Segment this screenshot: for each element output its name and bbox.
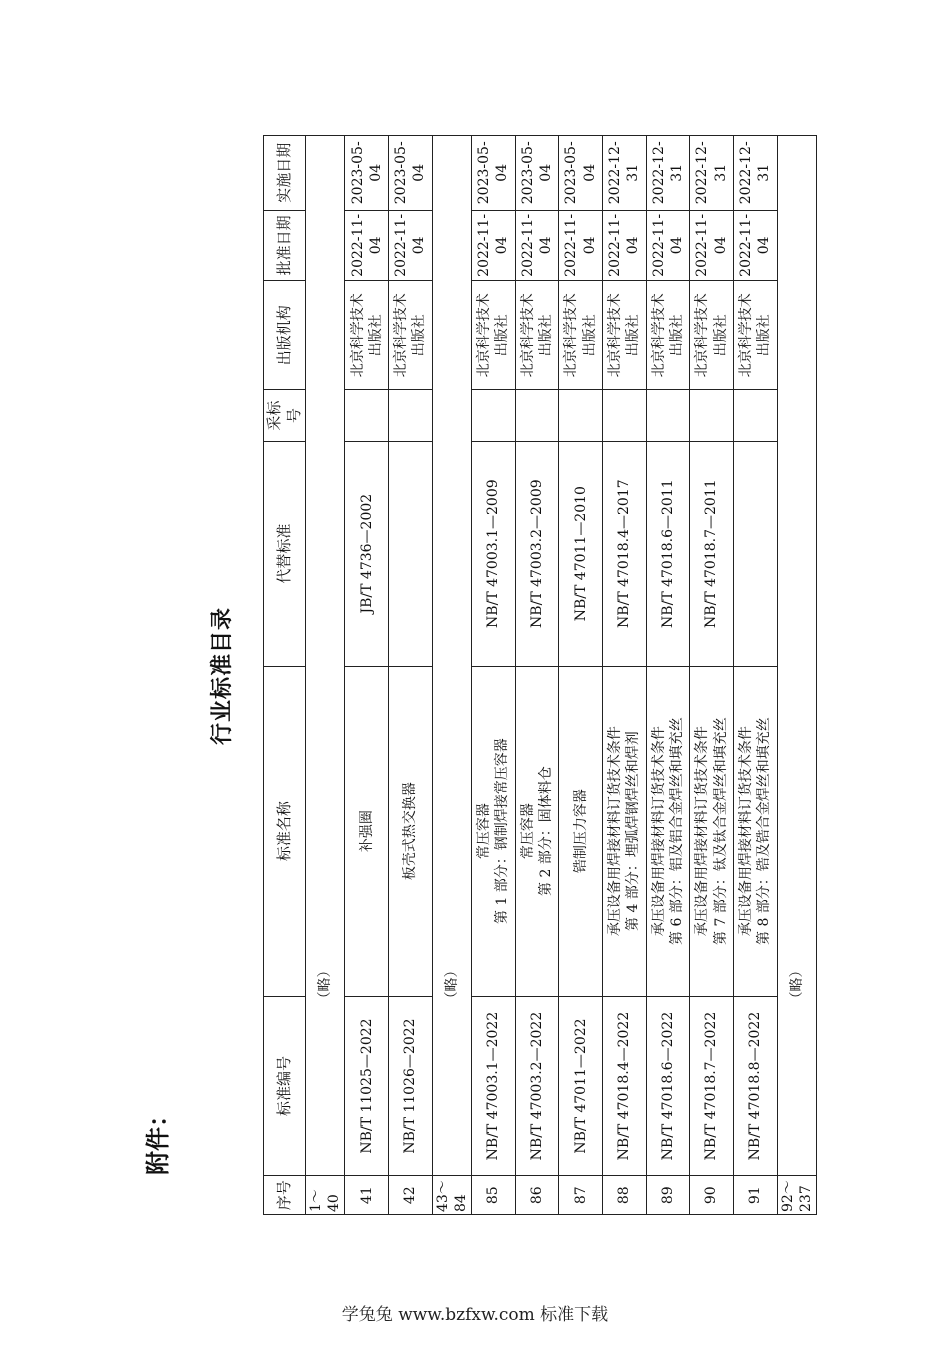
col-header-effective: 实施日期	[264, 136, 306, 211]
omitted-note: （略）	[777, 136, 816, 1176]
footer-watermark: 学兔兔 www.bzfxw.com 标准下载	[341, 1305, 609, 1325]
cell-code: NB/T 47011—2022	[559, 996, 603, 1176]
col-header-no: 序号	[264, 1176, 306, 1215]
cell-approved: 2022-11-04	[733, 210, 777, 281]
cell-code: NB/T 47018.7—2022	[690, 996, 734, 1176]
cell-publisher	[515, 281, 559, 390]
cell-replaces: NB/T 47018.6—2011	[646, 441, 690, 666]
cell-code: NB/T 47003.1—2022	[472, 996, 516, 1176]
cell-code: NB/T 11025—2022	[345, 996, 389, 1176]
publisher-line: 出版社	[581, 314, 598, 357]
cell-adopted	[602, 390, 646, 441]
cell-publisher	[602, 281, 646, 390]
cell-replaces: NB/T 47018.7—2011	[690, 441, 734, 666]
cell-name	[515, 666, 559, 996]
col-header-approved: 批准日期	[264, 210, 306, 281]
cell-replaces: NB/T 47018.4—2017	[602, 441, 646, 666]
cell-publisher	[559, 281, 603, 390]
name-line: 承压设备用焊接材料订货技术条件	[650, 726, 667, 937]
omitted-note: （略）	[432, 136, 471, 1176]
publisher-line: 北京科学技术	[563, 293, 580, 378]
table-row	[733, 136, 777, 1215]
table-row	[515, 136, 559, 1215]
publisher-line: 出版社	[668, 314, 685, 357]
table-row	[345, 136, 389, 1215]
omitted-row	[432, 136, 471, 1215]
omitted-row	[306, 136, 345, 1215]
omitted-range: 1～40	[306, 1176, 345, 1215]
publisher-line: 北京科学技术	[607, 293, 624, 378]
col-header-code: 标准编号	[264, 996, 306, 1176]
cell-no: 89	[646, 1176, 690, 1215]
cell-adopted	[733, 390, 777, 441]
cell-effective: 2022-12-31	[646, 136, 690, 211]
cell-code: NB/T 47018.4—2022	[602, 996, 646, 1176]
cell-code: NB/T 11026—2022	[389, 996, 433, 1176]
cell-replaces	[389, 441, 433, 666]
cell-no: 41	[345, 1176, 389, 1215]
col-header-name: 标准名称	[264, 666, 306, 996]
name-line: 常压容器	[476, 803, 493, 860]
cell-publisher	[646, 281, 690, 390]
publisher-line: 北京科学技术	[738, 293, 755, 378]
cell-adopted	[690, 390, 734, 441]
cell-publisher	[733, 281, 777, 390]
name-line: 第 7 部分：钛及钛合金焊丝和填充丝	[712, 717, 729, 945]
table-body	[306, 136, 817, 1215]
publisher-line: 北京科学技术	[650, 293, 667, 378]
name-line: 锆制压力容器	[572, 789, 589, 874]
cell-adopted	[472, 390, 516, 441]
table-row	[602, 136, 646, 1215]
name-line: 常压容器	[519, 803, 536, 860]
cell-adopted	[559, 390, 603, 441]
cell-no: 87	[559, 1176, 603, 1215]
publisher-line: 出版社	[494, 314, 511, 357]
cell-approved: 2022-11-04	[559, 210, 603, 281]
cell-no: 88	[602, 1176, 646, 1215]
cell-adopted	[515, 390, 559, 441]
col-header-replaces: 代替标准	[264, 441, 306, 666]
cell-effective: 2023-05-04	[345, 136, 389, 211]
cell-code: NB/T 47018.6—2022	[646, 996, 690, 1176]
cell-replaces: NB/T 47003.1—2009	[472, 441, 516, 666]
cell-adopted	[389, 390, 433, 441]
omitted-note: （略）	[306, 136, 345, 1176]
publisher-line: 北京科学技术	[476, 293, 493, 378]
omitted-range: 43～84	[432, 1176, 471, 1215]
standards-table	[263, 135, 817, 1215]
name-line: 第 2 部分：固体料仓	[537, 766, 554, 896]
cell-name	[646, 666, 690, 996]
cell-approved: 2022-11-04	[345, 210, 389, 281]
publisher-line: 北京科学技术	[349, 293, 366, 378]
cell-publisher	[345, 281, 389, 390]
publisher-line: 出版社	[537, 314, 554, 357]
cell-adopted	[646, 390, 690, 441]
cell-publisher	[690, 281, 734, 390]
publisher-line: 出版社	[712, 314, 729, 357]
cell-no: 90	[690, 1176, 734, 1215]
cell-approved: 2022-11-04	[602, 210, 646, 281]
name-line: 承压设备用焊接材料订货技术条件	[694, 726, 711, 937]
cell-name	[345, 666, 389, 996]
cell-name	[690, 666, 734, 996]
cell-name	[733, 666, 777, 996]
name-line: 第 6 部分：铝及铝合金焊丝和填充丝	[668, 717, 685, 945]
omitted-row	[777, 136, 816, 1215]
cell-approved: 2022-11-04	[389, 210, 433, 281]
col-header-publisher: 出版机构	[264, 281, 306, 390]
cell-no: 86	[515, 1176, 559, 1215]
page-title: 行业标准目录	[210, 606, 235, 745]
cell-no: 85	[472, 1176, 516, 1215]
cell-code: NB/T 47018.8—2022	[733, 996, 777, 1176]
col-header-adopted: 采标号	[264, 390, 306, 441]
name-line: 板壳式热交换器	[402, 782, 419, 881]
table-row	[559, 136, 603, 1215]
cell-effective: 2022-12-31	[733, 136, 777, 211]
cell-approved: 2022-11-04	[472, 210, 516, 281]
publisher-line: 出版社	[625, 314, 642, 357]
cell-replaces: NB/T 47003.2—2009	[515, 441, 559, 666]
cell-replaces: NB/T 47011—2010	[559, 441, 603, 666]
name-line: 第 8 部分：锆及锆合金焊丝和填充丝	[756, 717, 773, 945]
cell-approved: 2022-11-04	[515, 210, 559, 281]
cell-effective: 2022-12-31	[602, 136, 646, 211]
publisher-line: 出版社	[367, 314, 384, 357]
cell-name	[389, 666, 433, 996]
cell-replaces: JB/T 4736—2002	[345, 441, 389, 666]
name-line: 承压设备用焊接材料订货技术条件	[738, 726, 755, 937]
table-row	[646, 136, 690, 1215]
table-row	[472, 136, 516, 1215]
publisher-line: 出版社	[411, 314, 428, 357]
cell-code: NB/T 47003.2—2022	[515, 996, 559, 1176]
name-line: 补强圈	[358, 810, 375, 853]
publisher-line: 北京科学技术	[393, 293, 410, 378]
cell-effective: 2023-05-04	[559, 136, 603, 211]
cell-name	[559, 666, 603, 996]
publisher-line: 北京科学技术	[519, 293, 536, 378]
cell-effective: 2022-12-31	[690, 136, 734, 211]
table-row	[389, 136, 433, 1215]
cell-approved: 2022-11-04	[690, 210, 734, 281]
table-header-row	[264, 136, 306, 1215]
cell-adopted	[345, 390, 389, 441]
omitted-range: 92～237	[777, 1176, 816, 1215]
cell-replaces	[733, 441, 777, 666]
cell-no: 91	[733, 1176, 777, 1215]
standards-table-container	[263, 135, 817, 1215]
name-line: 承压设备用焊接材料订货技术条件	[607, 726, 624, 937]
cell-name	[472, 666, 516, 996]
cell-effective: 2023-05-04	[389, 136, 433, 211]
publisher-line: 北京科学技术	[694, 293, 711, 378]
name-line: 第 1 部分：钢制焊接常压容器	[494, 738, 511, 924]
table-row	[690, 136, 734, 1215]
cell-publisher	[389, 281, 433, 390]
cell-no: 42	[389, 1176, 433, 1215]
cell-effective: 2023-05-04	[515, 136, 559, 211]
cell-approved: 2022-11-04	[646, 210, 690, 281]
attachment-label: 附件：	[144, 1103, 172, 1175]
cell-publisher	[472, 281, 516, 390]
publisher-line: 出版社	[756, 314, 773, 357]
cell-name	[602, 666, 646, 996]
name-line: 第 4 部分：埋弧焊钢焊丝和焊剂	[625, 731, 642, 931]
cell-effective: 2023-05-04	[472, 136, 516, 211]
